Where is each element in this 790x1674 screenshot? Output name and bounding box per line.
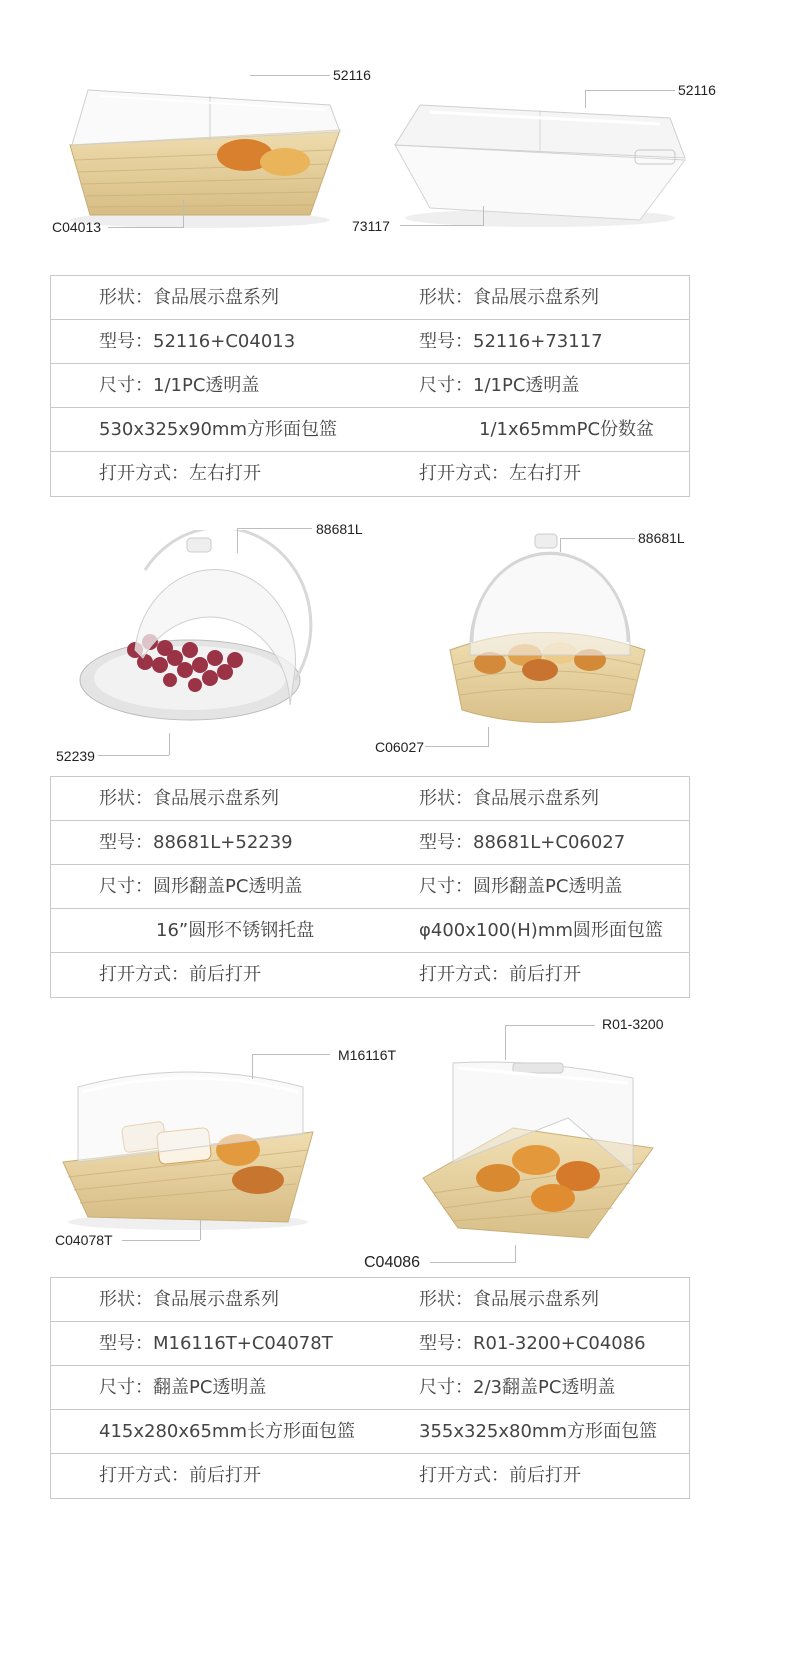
table-cell: 355x325x80mm方形面包篮: [419, 1421, 657, 1442]
table-cell: 型号：R01-3200+C04086: [419, 1333, 646, 1354]
table-cell: 1/1x65mmPC份数盆: [479, 419, 655, 440]
table-cell: 530x325x90mm方形面包篮: [99, 419, 337, 440]
model-label: M16116T: [338, 1047, 397, 1063]
table-row: [51, 953, 689, 997]
product-image-pan-clear-lid: [390, 90, 690, 230]
model-label: 88681L: [316, 521, 363, 537]
table-row: [51, 276, 689, 320]
table-cell: 打开方式：前后打开: [99, 1465, 261, 1486]
product-image-rect-basket-rolltop: [58, 1062, 318, 1232]
model-label: C04013: [52, 219, 102, 235]
table-cell: 尺寸：圆形翻盖PC透明盖: [419, 876, 623, 897]
spec-table: [50, 776, 690, 998]
table-cell: 打开方式：前后打开: [419, 1465, 581, 1486]
table-cell: 型号：88681L+52239: [99, 832, 293, 853]
table-row: [51, 1278, 689, 1322]
table-cell: 型号：52116+C04013: [99, 331, 296, 352]
table-cell: 打开方式：前后打开: [419, 964, 581, 985]
table-cell: 尺寸：2/3翻盖PC透明盖: [419, 1377, 616, 1398]
table-cell: 形状：食品展示盘系列: [99, 287, 279, 308]
table-row: [51, 452, 689, 496]
model-label: C04086: [364, 1254, 421, 1271]
table-cell: 打开方式：前后打开: [99, 964, 261, 985]
model-label: C06027: [375, 739, 425, 755]
table-cell: 尺寸：圆形翻盖PC透明盖: [99, 876, 303, 897]
model-label: C04078T: [55, 1232, 113, 1248]
table-cell: 形状：食品展示盘系列: [99, 788, 279, 809]
table-row: [51, 777, 689, 821]
spec-table: [50, 275, 690, 497]
product-image-square-basket-rolltop: [418, 1058, 658, 1248]
table-row: [51, 865, 689, 909]
model-label: 88681L: [638, 530, 685, 546]
product-image-round-basket-dome: [440, 530, 655, 735]
table-cell: 型号：M16116T+C04078T: [99, 1333, 333, 1354]
table-cell: 尺寸：1/1PC透明盖: [419, 375, 580, 396]
table-cell: 形状：食品展示盘系列: [419, 788, 599, 809]
table-cell: 形状：食品展示盘系列: [419, 287, 599, 308]
table-cell: 16”圆形不锈钢托盘: [156, 920, 315, 941]
table-row: [51, 1322, 689, 1366]
table-cell: 尺寸：翻盖PC透明盖: [99, 1377, 267, 1398]
table-cell: 打开方式：左右打开: [99, 463, 261, 484]
table-row: [51, 1410, 689, 1454]
table-cell: 打开方式：左右打开: [419, 463, 581, 484]
model-label: 52116: [333, 67, 371, 83]
table-row: [51, 821, 689, 865]
model-label: 73117: [352, 218, 390, 234]
table-cell: 型号：52116+73117: [419, 331, 603, 352]
product-image-round-tray-dome: [75, 530, 315, 730]
table-row: [51, 1454, 689, 1498]
table-row: [51, 364, 689, 408]
table-cell: 型号：88681L+C06027: [419, 832, 626, 853]
model-label: R01-3200: [602, 1016, 664, 1032]
product-image-basket-rect-lid: [60, 70, 350, 230]
model-label: 52116: [678, 82, 716, 98]
table-cell: φ400x100(H)mm圆形面包篮: [419, 920, 663, 941]
spec-table: [50, 1277, 690, 1499]
table-cell: 形状：食品展示盘系列: [419, 1289, 599, 1310]
table-cell: 415x280x65mm长方形面包篮: [99, 1421, 355, 1442]
table-row: [51, 909, 689, 953]
table-row: [51, 408, 689, 452]
table-row: [51, 1366, 689, 1410]
table-row: [51, 320, 689, 364]
table-cell: 尺寸：1/1PC透明盖: [99, 375, 260, 396]
model-label: 52239: [56, 748, 95, 764]
table-cell: 形状：食品展示盘系列: [99, 1289, 279, 1310]
